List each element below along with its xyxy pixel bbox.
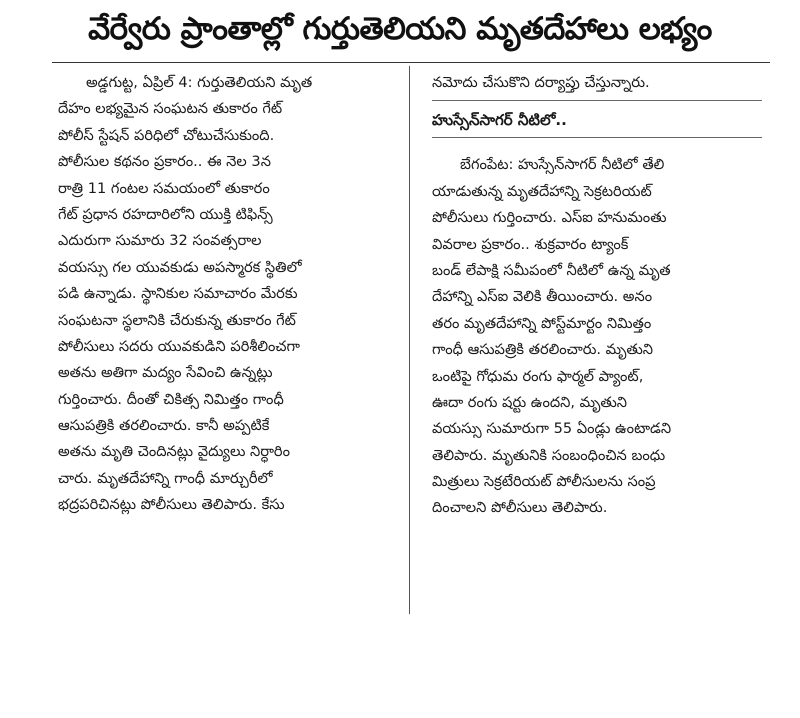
article-line: గాంధీ ఆసుపత్రికి తరలించారు. మృతుని [432, 341, 654, 359]
article-line: పోలీస్ స్టేషన్ పరిధిలో చోటుచేసుకుంది. [58, 126, 275, 144]
subhead: హుస్సేన్‌సాగర్ నీటిలో.. [432, 111, 567, 130]
article-line: ఎదురుగా సుమారు 32 సంవత్సరాల [58, 232, 262, 250]
article-line: యాడుతున్న మృతదేహాన్ని సెక్రటరియట్ [432, 182, 652, 200]
article-line: చారు. మృతదేహాన్ని గాంధీ మార్చురీలో [58, 469, 273, 487]
continuation-line: నమోదు చేసుకొని దర్యాప్తు చేస్తున్నారు. [432, 74, 650, 91]
column-divider [409, 66, 410, 614]
article-line: వివరాల ప్రకారం.. శుక్రవారం ట్యాంక్ [432, 235, 629, 253]
subhead-bottom-rule [432, 137, 762, 138]
article-line: గేట్ ప్రధాన రహదారిలోని యుక్తి టిఫిన్స్ [58, 205, 273, 223]
article-line: అతను అతిగా మద్యం సేవించి ఉన్నట్లు [58, 364, 273, 382]
article-line: పోలీసుల కథనం ప్రకారం.. ఈ నెల 3న [58, 153, 271, 171]
article-line: పోలీసులు గుర్తించారు. ఎస్ఐ హనుమంతు [432, 209, 667, 227]
article-line: తరం మృతదేహాన్ని పోస్ట్‌మార్టం నిమిత్తం [432, 314, 652, 332]
headline-rule [52, 62, 770, 63]
article-line: అతను మృతి చెందినట్లు వైద్యులు నిర్ధారిం [58, 443, 290, 461]
article-line: దేహాన్ని ఎస్ఐ వెలికి తీయించారు. అనం [432, 288, 653, 306]
article-line: గుర్తించారు. దీంతో చికిత్స నిమిత్తం గాంధీ [58, 390, 284, 408]
article-line: వయస్సు గల యువకుడు అపస్మారక స్థితిలో [58, 258, 302, 276]
right-column [432, 70, 762, 522]
article-line: అడ్డగుట్ట, ఏప్రిల్ 4: గుర్తుతెలియని మృత [86, 74, 313, 91]
article-line: మిత్రులు సెక్రటేరియట్ పోలీసులను సంప్ర [432, 473, 656, 491]
article-line: బండ్ లేపాక్షి సమీపంలో నీటిలో ఉన్న మృత [432, 261, 671, 279]
article-line: భద్రపరిచినట్లు పోలీసులు తెలిపారు. కేసు [58, 496, 285, 514]
article-line: ఊదా రంగు షర్టు ఉందని, మృతుని [432, 393, 628, 411]
article-line: దించాలని పోలీసులు తెలిపారు. [432, 499, 608, 517]
left-column [58, 70, 388, 519]
article-line: పోలీసులు సదరు యువకుడిని పరిశీలించగా [58, 337, 300, 355]
article-line: ఒంటిపై గోధుమ రంగు ఫార్మల్ ప్యాంట్, [432, 367, 644, 385]
subhead-top-rule [432, 100, 762, 101]
article-line: వయస్సు సుమారుగా 55 ఏండ్లు ఉంటాడని [432, 420, 672, 438]
article-line: తెలిపారు. మృతునికి సంబంధించిన బంధు [432, 446, 666, 464]
article-line: సంఘటనా స్థలానికి చేరుకున్న తుకారం గేట్ [58, 311, 296, 329]
article-line: రాత్రి 11 గంటల సమయంలో తుకారం [58, 179, 270, 197]
article-line: పడి ఉన్నాడు. స్థానికుల సమాచారం మేరకు [58, 285, 298, 303]
headline: వేర్వేరు ప్రాంతాల్లో గుర్తుతెలియని మృతదేహాలు లభ్యం [88, 11, 712, 47]
article-line: ఆసుపత్రికి తరలించారు. కానీ అప్పటికే [58, 417, 270, 435]
article-line: బేగంపేట: హుస్సేన్‌సాగర్ నీటిలో తేలి [460, 156, 665, 174]
article-line: దేహం లభ్యమైన సంఘటన తుకారం గేట్ [58, 100, 283, 118]
